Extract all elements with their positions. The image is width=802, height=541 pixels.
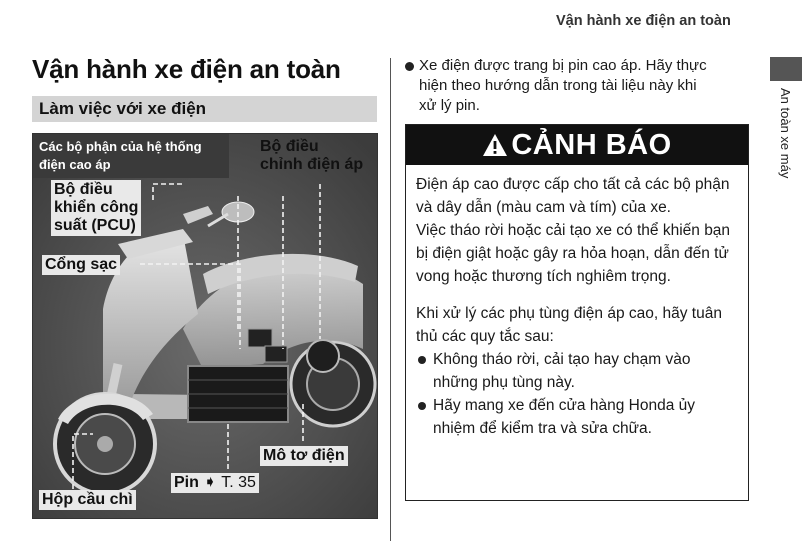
warning-box (405, 124, 749, 501)
warning-body (406, 165, 748, 440)
label-charging-port: Cổng sạc (42, 255, 120, 275)
figure-caption: Các bộ phận của hệ thống điện cao áp (33, 134, 229, 178)
bullet-icon (405, 62, 414, 71)
warning-paragraph-3: Khi xử lý các phụ tùng điện áp cao, hãy tuân thủ các quy tắc sau: (416, 305, 722, 345)
label-pcu: Bộ điều khiển công suất (PCU) (51, 180, 141, 236)
page-title: Vận hành xe điện an toàn (32, 54, 341, 84)
running-header: Vận hành xe điện an toàn (556, 13, 731, 29)
chapter-tab (770, 57, 802, 81)
label-fuse-box: Hộp cầu chì (39, 490, 136, 510)
list-item: Hãy mang xe đến cửa hàng Honda ủy nhiệm để kiểm tra và sửa chữa. (416, 394, 738, 440)
battery-page-ref: T. 35 (221, 474, 256, 491)
section-heading (32, 96, 377, 122)
warning-rules-list (416, 348, 738, 440)
label-battery: Pin ➧ T. 35 (171, 473, 259, 493)
warning-paragraph-2: Việc tháo rời hoặc cải tạo xe có thể khiến bạn bị điện giật hoặc gây ra hỏa hoạn, dẫn đến tử vong hoặc thương tích nghiêm trọng. (416, 222, 731, 285)
list-item: Không tháo rời, cải tạo hay chạm vào những phụ tùng này. (416, 348, 738, 394)
label-motor: Mô tơ điện (260, 446, 348, 466)
column-divider (390, 58, 391, 541)
intro-bullet: Xe điện được trang bị pin cao áp. Hãy thực hiện theo hướng dẫn trong tài liệu này khi xử lý pin. (405, 56, 750, 116)
warning-heading: CẢNH BÁO (406, 125, 748, 165)
section-heading-text: Làm việc với xe điện (39, 99, 207, 118)
page-ref-arrow-icon: ➧ (203, 474, 217, 491)
scooter-figure (32, 133, 378, 519)
chapter-tab-label: An toàn xe máy (778, 88, 793, 179)
warning-triangle-icon (482, 133, 508, 157)
warning-paragraph-1: Điện áp cao được cấp cho tất cả các bộ phận và dây dẫn (màu cam và tím) của xe. (416, 176, 730, 216)
label-voltage-regulator: Bộ điều chỉnh điện áp (260, 138, 364, 173)
